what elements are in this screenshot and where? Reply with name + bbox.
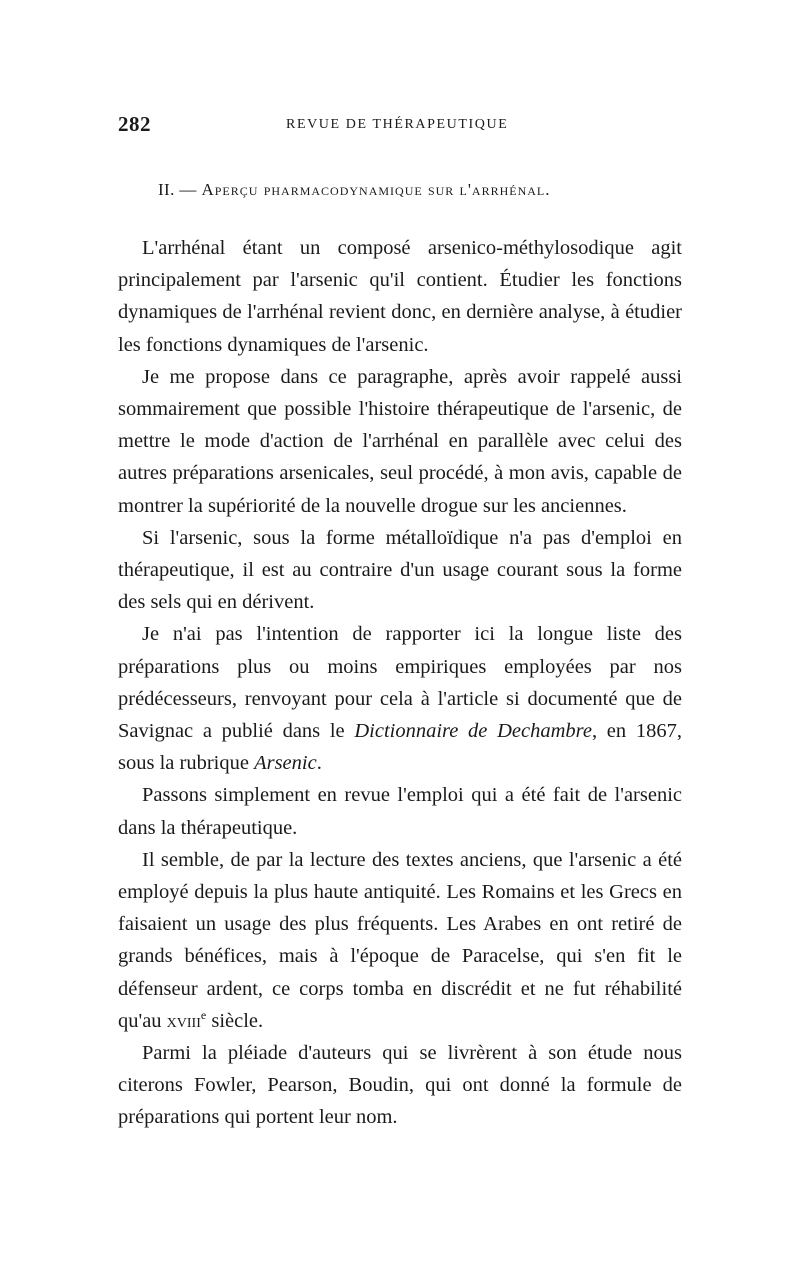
paragraph-6-text-after: siècle. [206,1009,264,1032]
paragraph-4 [118,618,682,779]
paragraph-5: Passons simplement en revue l'emploi qui a été fait de l'arsenic dans la thérapeutique. [118,784,682,839]
paragraph-4-text-middle: , en 1867, sous la rubrique [118,720,682,775]
section-title: Aperçu pharmacodynamique sur l'arrhénal. [201,180,551,199]
body-text [118,232,682,1134]
paragraph-6 [118,844,682,1037]
running-header [118,112,680,142]
paragraph-3: Si l'arsenic, sous la forme métalloïdique n'a pas d'emploi en thérapeutique, il est au contraire d'un usage courant sous la forme des sels qui en dérivent. [118,526,682,614]
journal-title: REVUE DE THÉRAPEUTIQUE [286,117,509,132]
paragraph-1: L'arrhénal étant un composé arsenico-méthylosodique agit principalement par l'arsenic qu'il contient. Étudier les fonctions dynamiques de l'arrhénal revient donc, en dernière analyse, à étudier les fonctions dynamiques de l'arsenic. [118,237,682,356]
dictionary-title: Dictionnaire de Dechambre [354,720,592,743]
page-number: 282 [118,112,151,136]
section-heading [158,180,551,200]
paragraph-4-text-before: Je n'ai pas l'intention de rapporter ici la longue liste des préparations plus ou moins empiriques employées par nos prédécesseurs, renvoyant pour cela à l'article si documenté que de Savignac a publié dans le [118,623,682,743]
section-numeral: II. — [158,180,197,199]
paragraph-2: Je me propose dans ce paragraphe, après avoir rappelé aussi sommairement que possible l'histoire thérapeutique de l'arsenic, de mettre le mode d'action de l'arrhénal en parallèle avec celui des autres préparations arsenicales, seul procédé, à mon avis, capable de montrer la supériorité de la nouvelle drogue sur les anciennes. [118,365,682,517]
rubric-title: Arsenic [254,752,317,775]
paragraph-7: Parmi la pléiade d'auteurs qui se livrèrent à son étude nous citerons Fowler, Pearson, Boudin, qui ont donné la formule de préparations qui portent leur nom. [118,1042,682,1129]
paragraph-4-text-after: . [316,752,322,775]
century-superscript: e [200,1008,207,1023]
century-numeral: xviii [166,1009,201,1032]
paragraph-6-text-before: Il semble, de par la lecture des textes anciens, que l'arsenic a été employé depuis la plus haute antiquité. Les Romains et les Grecs en faisaient un usage des plus fréquents. Les Arabes en ont retiré de grands bénéfices, mais à l'époque de Paracelse, qui s'en fit le défenseur ardent, ce corps tomba en discrédit et ne fut réhabilité qu'au [118,848,682,1032]
